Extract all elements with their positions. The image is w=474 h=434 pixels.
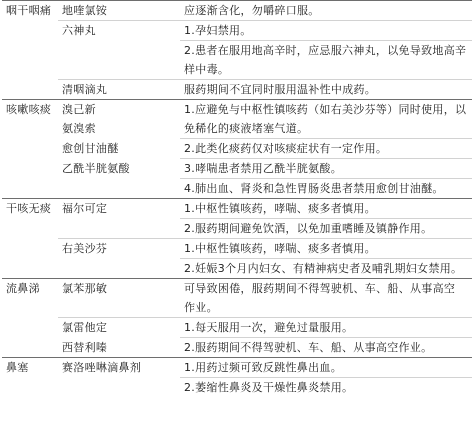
- table-row: [2, 100, 472, 120]
- symptom-cell: 咽干咽痛: [2, 1, 58, 100]
- drug-name-cell: [58, 60, 180, 80]
- symptom-cell: 干咳无痰: [2, 199, 58, 279]
- table-row: [2, 378, 472, 398]
- precaution-cell: 可导致困倦，服药期间不得驾驶机、车、船、从事高空: [180, 279, 472, 299]
- table-row: [2, 298, 472, 318]
- precaution-cell: 3.哮喘患者禁用乙酰半胱氨酸。: [180, 159, 472, 179]
- drug-name-cell: 赛洛唑啉滴鼻剂: [58, 358, 180, 378]
- precaution-cell: 1.中枢性镇咳药，哮喘、痰多者慎用。: [180, 199, 472, 219]
- precaution-cell: 样中毒。: [184, 63, 230, 76]
- precaution-cell: 1.孕妇禁用。: [180, 21, 472, 41]
- table-row: [2, 21, 472, 41]
- table-row: [2, 159, 472, 179]
- precaution-cell: 1.用药过频可致反跳性鼻出血。: [180, 358, 472, 378]
- drug-name-cell: 地喹氯铵: [58, 1, 180, 21]
- precaution-cell: 1.每天服用一次，避免过量服用。: [180, 318, 472, 338]
- precaution-cell: 作业。: [184, 301, 218, 314]
- table-row: [2, 318, 472, 338]
- table-row: [2, 1, 472, 21]
- drug-name-cell: [58, 179, 180, 199]
- table-row: [2, 80, 472, 100]
- table-row: [2, 41, 472, 61]
- table-row: [2, 239, 472, 259]
- drug-name-cell: [58, 41, 180, 61]
- drug-name-cell: 氯苯那敏: [58, 279, 180, 299]
- precaution-cell: 1.应避免与中枢性镇咳药（如右美沙芬等）同时使用，以: [180, 100, 472, 120]
- drug-name-cell: 右美沙芬: [58, 239, 180, 259]
- symptom-cell: 流鼻涕: [2, 279, 58, 358]
- precaution-cell: 2.妊娠3个月内妇女、有精神病史者及哺乳期妇女禁用。: [180, 259, 472, 279]
- drug-name-cell: 清咽滴丸: [58, 80, 180, 100]
- drug-name-cell: 福尔可定: [58, 199, 180, 219]
- table-row: [2, 338, 472, 358]
- symptom-drug-table: [2, 0, 472, 397]
- precaution-cell: 2.服药期间不得驾驶机、车、船、从事高空作业。: [180, 338, 472, 358]
- drug-name-cell: [58, 378, 180, 398]
- table-row: [2, 60, 472, 80]
- table-row: [2, 219, 472, 239]
- precaution-cell: 1.中枢性镇咳药，哮喘、痰多者慎用。: [180, 239, 472, 259]
- table-row: [2, 199, 472, 219]
- precaution-cell: 2.萎缩性鼻炎及干燥性鼻炎禁用。: [180, 378, 472, 398]
- symptom-cell: 咳嗽咳痰: [2, 100, 58, 199]
- precaution-cell: 2.患者在服用地高辛时，应忌服六神丸，以免导致地高辛: [180, 41, 472, 61]
- drug-name-cell: 溴己新: [58, 100, 180, 120]
- drug-name-cell: 六神丸: [58, 21, 180, 41]
- table-row: [2, 259, 472, 279]
- table-row: [2, 139, 472, 159]
- table-body: [2, 1, 472, 398]
- drug-name-cell: 氨溴索: [62, 122, 96, 135]
- drug-name-cell: 西替利嗪: [62, 340, 108, 354]
- drug-name-cell: [58, 298, 180, 318]
- precaution-cell: 应逐渐含化，勿嚼碎口服。: [180, 1, 472, 21]
- table-row: [2, 119, 472, 139]
- precaution-cell: 2.此类化痰药仅对咳痰症状有一定作用。: [180, 139, 472, 159]
- drug-name-cell: [58, 259, 180, 279]
- table-row: [2, 358, 472, 378]
- precaution-cell: 4.肺出血、肾炎和急性胃肠炎患者禁用愈创甘油醚。: [180, 179, 472, 199]
- table-row: [2, 279, 472, 299]
- precaution-cell: 服药期间不宜同时服用温补性中成药。: [180, 80, 472, 100]
- drug-name-cell: 乙酰半胱氨酸: [62, 161, 130, 175]
- precaution-cell: 免稀化的痰液堵塞气道。: [184, 122, 309, 135]
- table-row: [2, 179, 472, 199]
- drug-name-cell: 氯雷他定: [58, 318, 180, 338]
- drug-name-cell: [58, 219, 180, 239]
- precaution-cell: 2.服药期间避免饮酒，以免加重嗜睡及镇静作用。: [180, 219, 472, 239]
- symptom-cell: 鼻塞: [2, 358, 58, 398]
- drug-name-cell: 愈创甘油醚: [62, 141, 119, 155]
